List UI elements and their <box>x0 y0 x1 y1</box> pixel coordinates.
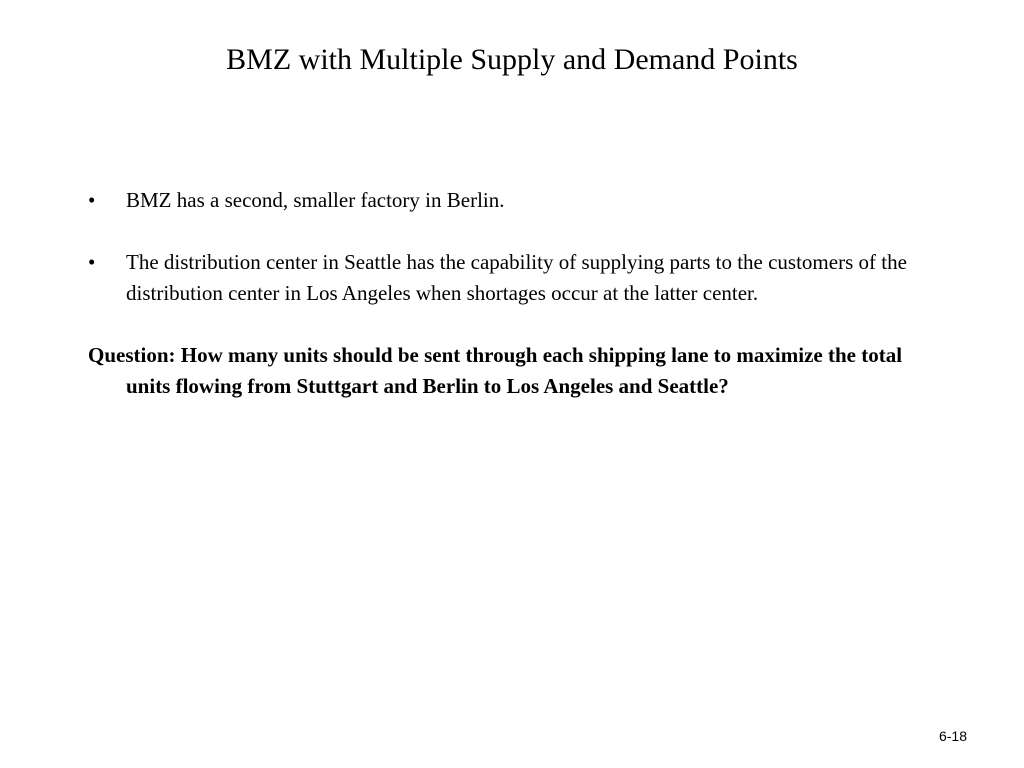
bullet-item-berlin-factory <box>88 185 948 216</box>
bullet-text: BMZ has a second, smaller factory in Berlin. <box>126 188 505 212</box>
bullet-icon: • <box>88 188 96 212</box>
bullet-item-seattle-center <box>88 247 948 309</box>
bullet-text: The distribution center in Seattle has the capability of supplying parts to the customers of the distribution center in Los Angeles when shortages occur at the latter center. <box>126 250 907 305</box>
question-text: Question: How many units should be sent through each shipping lane to maximize the total units flowing from Stuttgart and Berlin to Los Angeles and Seattle? <box>88 343 903 398</box>
page-number: 6-18 <box>938 728 967 744</box>
slide-title: BMZ with Multiple Supply and Demand Points <box>226 43 798 76</box>
bullet-icon: • <box>88 250 96 274</box>
slide-body <box>88 185 948 402</box>
